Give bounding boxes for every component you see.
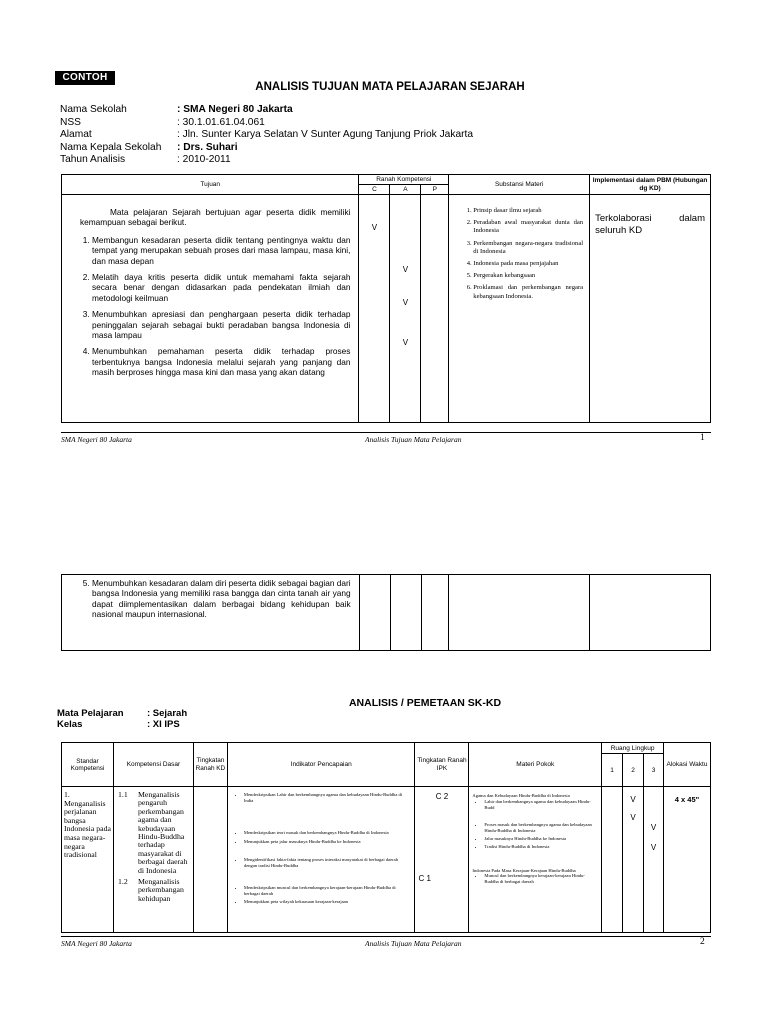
info-value: : SMA Negeri 80 Jakarta xyxy=(177,104,293,115)
ipk-level: C 1 xyxy=(418,874,431,883)
implementasi-cell xyxy=(590,575,711,651)
check-mark: V xyxy=(630,813,636,822)
substansi-materi-cell xyxy=(449,195,590,423)
info-label: Tahun Analisis xyxy=(60,154,126,165)
substansi-materi-cell xyxy=(449,575,590,651)
footer-doc-title: Analisis Tujuan Mata Pelajaran xyxy=(365,939,462,948)
indikator-item: • Mendeskripsikan teori masuk dan berkembangnya Hindu-Buddha di Indonesia xyxy=(244,830,412,836)
check-mark: V xyxy=(630,795,636,804)
header-r3: 3 xyxy=(644,754,664,787)
header-ranah-ipk: Tingkatan Ranah IPK xyxy=(415,743,469,787)
info-value: : 2010-2011 xyxy=(177,154,231,165)
materi-item: • Lahir dan berkembangnya agama dan kebudayaan Hindu-Budd xyxy=(484,799,599,811)
materi-heading: Indonesia Pada Masa Kerajaan-Kerajaan Hindu-Buddha xyxy=(472,867,576,873)
materi-item: • Proses masuk dan berkembangnya agama dan kebudayaan Hindu-Buddha di Indonesia xyxy=(484,822,599,834)
c-marks xyxy=(359,575,390,651)
a-marks xyxy=(390,575,421,651)
kd-text: Menganalisis perkembangan kehidupan xyxy=(137,877,184,903)
header-sk: Standar Kompetensi xyxy=(62,743,114,787)
info-value: : Jln. Sunter Karya Selatan V Sunter Agung Tanjung Priok Jakarta xyxy=(177,129,473,140)
info-row-school xyxy=(60,104,473,117)
materi-item: 4. Indonesia pada masa penjajahan xyxy=(473,260,583,268)
check-mark: V xyxy=(650,843,657,852)
info-row-nss xyxy=(60,117,473,130)
goals-continuation-table xyxy=(61,574,711,651)
a-marks xyxy=(390,195,421,423)
indikator-item: • Mendeskripsikan muncul dan berkembangnya kerajaan-kerajaan Hindu-Buddha di berbagai daerah xyxy=(244,885,412,897)
ruang-3-cell xyxy=(644,787,664,933)
page-number: 2 xyxy=(700,937,705,947)
page-number: 1 xyxy=(700,433,705,443)
p-marks xyxy=(421,575,449,651)
tujuan-cell xyxy=(62,575,360,651)
ruang-2-cell xyxy=(623,787,644,933)
info-row-principal xyxy=(60,142,473,155)
footer-school: SMA Negeri 80 Jakarta xyxy=(61,435,132,444)
header-ruang: Ruang Lingkup xyxy=(602,743,664,754)
page-title: ANALISIS TUJUAN MATA PELAJARAN SEJARAH xyxy=(255,81,525,93)
tujuan-cell xyxy=(62,195,359,423)
info-value: : 30.1.01.61.04.061 xyxy=(177,116,265,128)
materi-item: 1. Prinsip dasar ilmu sejarah xyxy=(473,207,583,215)
alokasi-value: 4 x 45" xyxy=(674,795,700,804)
goal-item: 4. Menumbuhkan pemahaman peserta didik terhadap proses terbentuknya bangsa Indonesia melalui sejarah yang panjang dan masih berproses hingga masa kini dan masa yang akan datang xyxy=(92,346,350,377)
indikator-item: • Menunjukkan peta jalur masuknya Hindu-Buddha ke Indonesia xyxy=(244,839,412,845)
footer-rule xyxy=(61,432,711,433)
goal-item: 5. Menumbuhkan kesadaran dalam diri peserta didik sebagai bagian dari bangsa Indonesia yang memiliki rasa bangga dan cinta tanah air yang dapat diimplementasikan dalam berbagai bidang kehidupan baik nasional maupun internasional. xyxy=(92,578,351,620)
kd-number: 1.1 xyxy=(117,790,128,799)
info-label: Kelas xyxy=(57,719,83,730)
info-label: NSS xyxy=(60,116,81,128)
header-materi: Materi Pokok xyxy=(469,743,602,787)
footer-school: SMA Negeri 80 Jakarta xyxy=(61,939,132,948)
materi-item: • Muncul dan berkembangnya kerajaan-kerajaan Hindu-Buddha di berbagai daerah xyxy=(484,873,599,885)
header-c: C xyxy=(359,185,390,195)
section-title: ANALISIS / PEMETAAN SK-KD xyxy=(348,697,502,709)
goal-item: 1. Membangun kesadaran peserta didik tentang pentingnya waktu dan tempat yang merupakan sebuah proses dari masa lampau, masa kini, dan masa depan xyxy=(92,235,350,266)
materi-item: • Tradisi Hindu-Buddha di Indonesia xyxy=(484,844,599,850)
header-alokasi: Alokasi Waktu xyxy=(664,743,711,787)
ipk-level: C 2 xyxy=(435,792,449,801)
info-label: Mata Pelajaran xyxy=(57,708,124,719)
goals-analysis-table xyxy=(61,174,711,423)
info-row-address xyxy=(60,129,473,142)
p-marks xyxy=(421,195,449,423)
header-ranah-kd: Tingkatan Ranah KD xyxy=(193,743,227,787)
check-mark: V xyxy=(402,265,409,274)
materi-item: 2. Peradaban awal masyarakat dunia dan Indonesia xyxy=(473,219,583,235)
info-label: Alamat xyxy=(60,129,92,140)
school-info xyxy=(60,104,473,167)
header-r2: 2 xyxy=(623,754,644,787)
materi-item: • Jalur masuknya Hindu-Buddha ke Indonesia xyxy=(484,836,599,842)
materi-item: 6. Proklamasi dan perkembangan negara kebangsaan Indonesia. xyxy=(473,284,583,300)
indikator-item: • Mengidentifikasi fakta-fakta tentang proses interaksi masyarakat di berbagai daerah dengan tradisi Hindu-Buddha xyxy=(244,857,412,869)
alokasi-cell xyxy=(664,787,711,933)
goal-item: 3. Menumbuhkan apresiasi dan penghargaan peserta didik terhadap peninggalan sejarah sebagai bukti peradaban bangsa Indonesia di masa lampau xyxy=(92,309,350,340)
indikator-item: • Menunjukkan peta wilayah kekuasaan kerajaan-kerajaan xyxy=(244,899,412,905)
c-marks xyxy=(359,195,390,423)
ranah-kd-cell xyxy=(193,787,227,933)
header-tujuan: Tujuan xyxy=(62,175,359,195)
header-implementasi: Implementasi dalam PBM (Hubungan dg KD) xyxy=(590,175,711,195)
kd-number: 1.2 xyxy=(117,877,128,887)
info-value: : XI IPS xyxy=(147,719,180,730)
implementasi-cell: Terkolaborasi dalam seluruh KD xyxy=(590,195,711,423)
materi-item: 3. Perkembangan negara-negara tradisional di Indonesia xyxy=(473,240,583,256)
info-value: : Sejarah xyxy=(147,708,188,719)
footer-rule xyxy=(61,936,711,937)
tujuan-intro: Mata pelajaran Sejarah bertujuan agar peserta didik memiliki kemampuan sebagai berikut. xyxy=(80,207,351,228)
kd-text: Menganalisis pengaruh perkembangan agama dan kebudayaan Hindu-Buddha terhadap masyarakat di berbagai daerah di Indonesia xyxy=(137,790,188,875)
check-mark: V xyxy=(371,223,378,232)
indikator-item: • Mendeskripsikan Lahir dan berkembangnya agama dan kebudayaan Hindu-Buddha di India xyxy=(244,792,412,804)
info-label: Nama Kepala Sekolah xyxy=(60,141,162,153)
header-r1: 1 xyxy=(602,754,623,787)
header-substansi: Substansi Materi xyxy=(449,175,590,195)
goal-item: 2. Melatih daya kritis peserta didik untuk memahami fakta sejarah secara benar dengan didasarkan pada pendekatan ilmiah dan metodologi keilmuan xyxy=(92,272,350,303)
check-mark: V xyxy=(650,823,657,832)
check-mark: V xyxy=(402,338,409,347)
ruang-1-cell xyxy=(602,787,623,933)
sk-kd-mapping-table xyxy=(61,742,711,933)
materi-heading: Agama dan Kebudayaan Hindu-Buddha di Indonesia xyxy=(472,793,570,798)
indikator-cell xyxy=(227,787,415,933)
subject-info xyxy=(57,708,187,730)
footer-doc-title: Analisis Tujuan Mata Pelajaran xyxy=(365,435,462,444)
contoh-badge: CONTOH xyxy=(55,71,115,85)
info-label: Nama Sekolah xyxy=(60,104,127,115)
header-indikator: Indikator Pencapaian xyxy=(227,743,415,787)
ranah-ipk-cell xyxy=(415,787,469,933)
materi-item: 5. Pergerakan kebangsaan xyxy=(473,272,583,280)
header-a: A xyxy=(390,185,421,195)
header-p: P xyxy=(421,185,449,195)
sk-cell: 1. Menganalisis perjalanan bangsa Indonesia pada masa negara-negara tradisional xyxy=(62,787,114,933)
header-kd: Kompetensi Dasar xyxy=(113,743,193,787)
kd-item xyxy=(118,878,191,903)
info-row-year xyxy=(60,154,473,167)
kd-cell xyxy=(113,787,193,933)
header-ranah: Ranah Kompetensi xyxy=(359,175,449,185)
materi-pokok-cell xyxy=(469,787,602,933)
info-value: : Drs. Suhari xyxy=(177,141,238,153)
check-mark: V xyxy=(402,298,409,307)
kd-item xyxy=(118,791,191,875)
